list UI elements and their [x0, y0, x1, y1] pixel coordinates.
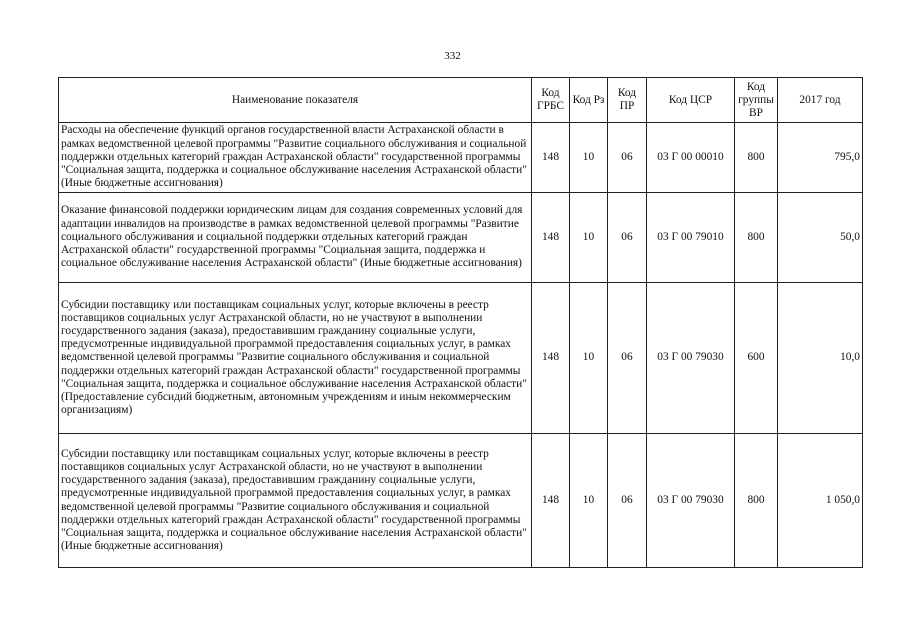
- header-name: Наименование показателя: [59, 78, 532, 123]
- row-pr: 06: [608, 283, 647, 434]
- row-vr: 600: [735, 283, 778, 434]
- table-row: [59, 283, 863, 434]
- budget-table: [58, 77, 863, 568]
- row-amount: 10,0: [778, 283, 863, 434]
- row-rz: 10: [570, 123, 608, 193]
- row-amount: 795,0: [778, 123, 863, 193]
- header-row: [59, 78, 863, 123]
- row-grbs: 148: [532, 283, 570, 434]
- table-row: [59, 123, 863, 193]
- row-name: Субсидии поставщику или поставщикам социальных услуг, которые включены в реестр поставщиков социальных услуг Астраханской области, но не участвуют в выполнении государственного задания (заказа), предоставившим гражданину социальные услуги, предусмотренные индивидуальной программой предоставления социальных услуг, в рамках ведомственной целевой программы "Развитие социального обслуживания и социальной поддержки отдельных категорий граждан Астраханской области" государственной программы "Социальная защита, поддержка и социальное обслуживание населения Астраханской области" (Предоставление субсидий бюджетным, автономным учреждениям и иным некоммерческим организациям): [59, 283, 532, 434]
- header-vr: Код группы ВР: [735, 78, 778, 123]
- header-rz: Код Рз: [570, 78, 608, 123]
- row-amount: 50,0: [778, 193, 863, 283]
- header-grbs: Код ГРБС: [532, 78, 570, 123]
- row-pr: 06: [608, 434, 647, 568]
- row-vr: 800: [735, 123, 778, 193]
- row-grbs: 148: [532, 434, 570, 568]
- row-csr: 03 Г 00 79030: [647, 283, 735, 434]
- row-pr: 06: [608, 123, 647, 193]
- row-name: Оказание финансовой поддержки юридическим лицам для создания современных условий для адаптации инвалидов на производстве в рамках ведомственной целевой программы "Развитие социального обслуживания и социальной поддержки отдельных категорий граждан Астраханской области" государственной программы "Социальная защита, поддержка и социальное обслуживание населения Астраханской области" (Иные бюджетные ассигнования): [59, 193, 532, 283]
- row-pr: 06: [608, 193, 647, 283]
- row-csr: 03 Г 00 79010: [647, 193, 735, 283]
- row-rz: 10: [570, 193, 608, 283]
- row-vr: 800: [735, 434, 778, 568]
- row-csr: 03 Г 00 00010: [647, 123, 735, 193]
- header-csr: Код ЦСР: [647, 78, 735, 123]
- header-pr: Код ПР: [608, 78, 647, 123]
- table-row: [59, 193, 863, 283]
- row-name: Расходы на обеспечение функций органов государственной власти Астраханской области в рамках ведомственной целевой программы "Развитие социального обслуживания и социальной поддержки отдельных категорий граждан Астраханской области" государственной программы "Социальная защита, поддержка и социальное обслуживание населения Астраханской области" (Иные бюджетные ассигнования): [59, 123, 532, 193]
- page-number: 332: [444, 50, 461, 62]
- row-csr: 03 Г 00 79030: [647, 434, 735, 568]
- row-rz: 10: [570, 434, 608, 568]
- table-row: [59, 434, 863, 568]
- row-vr: 800: [735, 193, 778, 283]
- row-name: Субсидии поставщику или поставщикам социальных услуг, которые включены в реестр поставщиков социальных услуг Астраханской области, но не участвуют в выполнении государственного задания (заказа), предоставившим гражданину социальные услуги, предусмотренные индивидуальной программой предоставления социальных услуг, в рамках ведомственной целевой программы "Развитие социального обслуживания и социальной поддержки отдельных категорий граждан Астраханской области" государственной программы "Социальная защита, поддержка и социальное обслуживание населения Астраханской области" (Иные бюджетные ассигнования): [59, 434, 532, 568]
- row-amount: 1 050,0: [778, 434, 863, 568]
- row-rz: 10: [570, 283, 608, 434]
- row-grbs: 148: [532, 193, 570, 283]
- row-grbs: 148: [532, 123, 570, 193]
- header-year: 2017 год: [778, 78, 863, 123]
